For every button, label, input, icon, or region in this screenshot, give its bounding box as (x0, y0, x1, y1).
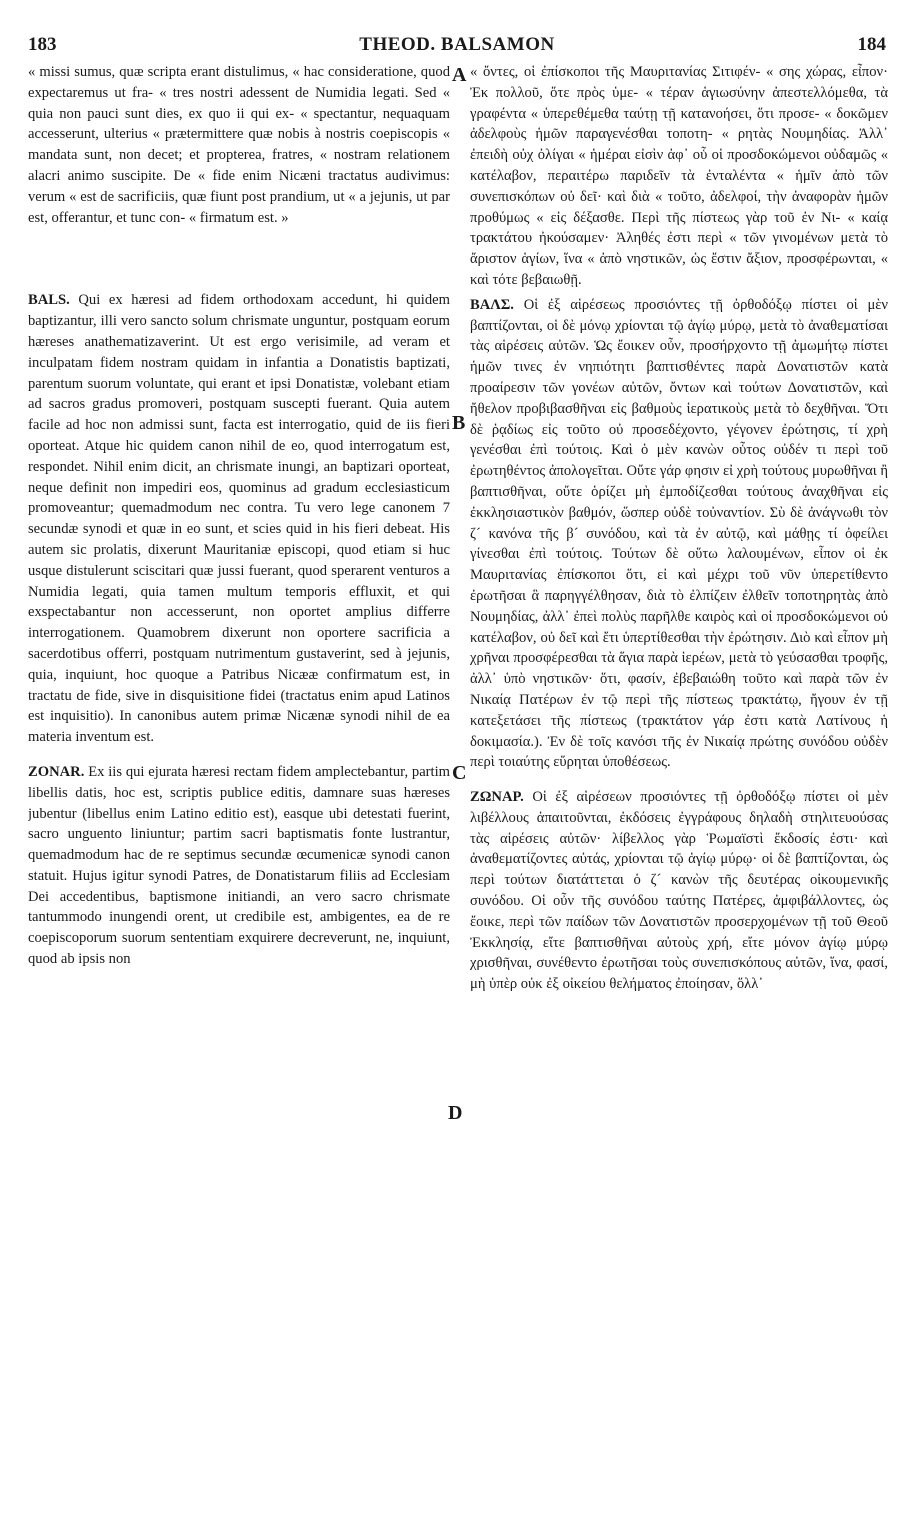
latin-zonar-paragraph (28, 762, 450, 970)
greek-column (470, 62, 888, 995)
greek-zonar-paragraph (470, 787, 888, 995)
margin-letter-a: A (452, 64, 467, 86)
greek-quote: « ὄντες, οἱ ἐπίσκοποι τῆς Μαυριτανίας Σιτιφέν- « σης χώρας, εἶπον· Ἐκ πολλοῦ, ὅτε πρὸς ὑμε- « τέραν ἁγιωσύνην ἀπεστελλόμεθα, τὰ γραφέντα « ὑπερεθέμεθα ταύτῃ τῇ κατανοήσει, ὅτι προσε- « δοκῶμεν ἀδελφοὺς ἡμῶν παραγενέσθαι τοποτη- « ρητὰς Νουμηδίας. Ἀλλ᾽ ἐπειδὴ οὐχ ὀλίγαι « ἡμέραι εἰσὶν ἀφ᾽ οὗ οἱ προσδοκώμενοι οὐδαμῶς « κατέλαβον, περαιτέρω παριδεῖν τὰ ἐνταλέντα « ἡμῖν ἀπὸ τῶν συνεπισκόπων οὐ δεῖ· καὶ διὰ « τοῦτο, ἀδελφοί, τὴν ἀναφορὰν ἡμῶν προθύμως « εἰς δέξασθε. Περὶ τῆς πίστεως γὰρ τοῦ ἐν Νι- « καίᾳ τρακτάτου ἠκούσαμεν· Ἀληθές ἐστι περὶ « τῶν γινομένων μετὰ τὸ ἄριστον ἁγίων, ἵνα « ἀπὸ νηστικῶν, ὡς ἔστιν ἄξιον, προσφέρωνται, « καὶ τότε βεβαιωθῇ. (470, 64, 888, 288)
latin-bals-text: Qui ex hæresi ad fidem orthodoxam accedunt, hi quidem baptizantur, illi vero sancto solum chrismate unguntur, postquam eorum hæreses anathematizaverint. Ut est ergo verisimile, ad veram et inculpatam fidem nostram quidam in infantia a Donatistis baptizati, parentum suorum voluntate, qui erant et ipsi Donatistæ, volebant etiam ad sacros gradus promoveri, postquam suscepti fuerant. Quia autem facile ad hoc non admissi sunt, facta est interrogatio, quid de iis fieri oporteat. Atque hic quidem canon nihil de eo, quod interrogatum est, respondet. Nihil enim dicit, an chrismate inungi, an baptizari oporteat, neque definit non impediri eos, quominus ad gradum ecclesiasticum promoveantur; quemadmodum nec contra. Tu vero lege canonem 7 secundæ synodi et quæ in eo sunt, et scies quid in his fieri debeat. His autem sic prolatis, dixerunt Mauritaniæ episcopi, quod etiam si huc usque distulerunt sciscitari quæ jussi fuerant, quod sperarent venturos a Numidia legati, quia tamen multum temporis effluxit, et qui exspectabantur non accesserunt, non oportet amplius differre interrogationem. Quamobrem dixerunt non oportere sacrificia a sacerdotibus offerri, postquam nutrimentum gustaverint, sed à jejunis, quia, inquiunt, hoc quoque a Patribus Nicææ confirmatum est, in tractatu de fide, sive in disquisitione fidei (tractatus enim apud Latinos est inquisitio). In canonibus autem primæ Nicænæ synodi nihil de ea materia inventum est. (28, 292, 450, 746)
page-number-left: 183 (28, 34, 57, 55)
margin-letter-b: B (452, 412, 466, 434)
latin-bals-label: BALS. (28, 292, 70, 309)
latin-quote: « missi sumus, quæ scripta erant distulimus, « hac consideratione, quod expectaremus ut fra- « tres nostri adessent de Numidia legati. Sed « quia non pauci sunt dies, ex quo ii qui ex- « spectantur, nequaquam accesserunt, ulterius « prætermittere quæ nobis à nostris coepiscopis « mandata sunt, non decet; et propterea, fratres, « nostram relationem alacri animo suscipite. De « fide enim Nicæni tractatus audivimus: verum « est de sacrificiis, quæ fiunt post prandium, ut « a jejunis, ut par est, offerantur, et tunc con- « firmatum est. » (28, 64, 450, 226)
latin-column (28, 62, 450, 970)
latin-bals-paragraph (28, 290, 450, 748)
greek-bals-label: ΒΑΛΣ. (470, 296, 514, 313)
latin-zonar-text: Ex iis qui ejurata hæresi rectam fidem amplectebantur, partim libellis datis, hoc est, scriptis publice editis, damnare suas hæreses jubentur (libellus enim Latino editio est), easque ubi detestati fuerint, sacro unguento liniuntur; partim sacri baptismatis fonte lustrantur, quemadmodum hac de re septimus secundæ œcumenicæ synodi canon statuit. Hujus igitur synodi Patres, de Donatistarum filiis ad Ecclesiam Dei accedentibus, baptismone initiandi, an vero sacro chrismate tantummodo inungendi orent, ut credibile est, ambigentes, ea de re coepiscoporum suorum sententiam exquirere decreverunt, ne, inquiunt, quod ab ipsis non (28, 763, 450, 968)
running-title: THEOD. BALSAMON (359, 34, 555, 55)
margin-letter-c: C (452, 762, 467, 784)
margin-letter-d: D (448, 1102, 463, 1124)
greek-bals-paragraph (470, 295, 888, 773)
greek-zonar-label: ΖΩΝΑΡ. (470, 789, 524, 806)
page-number-right: 184 (857, 34, 886, 55)
page-header (28, 34, 886, 58)
greek-bals-text: Οἱ ἐξ αἱρέσεως προσιόντες τῇ ὀρθοδόξῳ πίστει οἱ μὲν βαπτίζονται, οἱ δὲ μόνῳ χρίονται τῷ ἁγίῳ μύρῳ, μετὰ τὸ ἀναθεματίσαι τὰς αἱρέσεις αὐτῶν. Ὡς ἔοικεν οὖν, προσήρχοντο τῇ ἀμωμήτῳ πίστει ἡμῶν τινες ἐν νηπιότητι βαπτισθέντες παρὰ Δονατιστῶν κατὰ προαίρεσιν τῶν γονέων αὐτῶν, ὄντων καὶ τούτων Δονατιστῶν, καὶ ἤθελον προβιβασθῆναι εἰς βαθμοὺς ἱερατικοὺς μετὰ τὸ δεχθῆναι. Ὅτι δὲ ῥᾳδίως εἰς τοῦτο οὐ προσεδέχοντο, γέγονεν ἐρώτησις, τί χρὴ γενέσθαι ἐπὶ τούτοις. Καὶ ὁ μὲν κανὼν οὗτος οὐδέν τι περὶ τοῦ ἐρωτηθέντος ἀπολογεῖται. Οὔτε γάρ φησιν εἰ χρὴ τούτους μυρωθῆναι ἢ βαπτισθῆναι, οὔτε ὁρίζει μὴ ἐμποδίζεσθαι τούτους ἀναχθῆναι εἰς ἐκκλησιαστικὸν βαθμόν, ὥσπερ οὐδὲ τοὐναντίον. Σὺ δὲ ἀνάγνωθι τὸν ζ´ κανόνα τῆς β´ συνόδου, καὶ τὰ ἐν αὐτῷ, καὶ μάθῃς τί ὀφείλει γίνεσθαι ἐπὶ τούτοις. Τούτων δὲ οὕτω λαλουμένων, εἶπον οἱ ἐκ Μαυριτανίας ἐπίσκοποι ὅτι, εἰ καὶ μέχρι τοῦ νῦν ὑπερετίθεντο ἐρωτῆσαι ἃ παρηγγέλθησαν, διὰ τὸ ἐλπίζειν ἐλθεῖν τοποτηρητὰς ἀπὸ Νουμηδίας, ἀλλ᾽ ἐπεὶ πολὺς παρῆλθε καιρὸς καὶ οἱ προσδοκώμενοι οὐ κατέλαβον, οὐ δεῖ καὶ ἔτι ὑπερτίθεσθαι τὴν ἐρώτησιν. Διὸ καὶ εἶπον μὴ χρῆναι προσφέρεσθαι τὰ ἅγια παρὰ ἱερέων, μετὰ τὸ γεύσασθαι τροφῆς, ἀλλ᾽ ὑπὸ νηστικῶν· ὅτι, φασίν, ἐβεβαιώθη τοῦτο καὶ παρὰ τῶν ἐν Νικαίᾳ Πατέρων ἐν τῷ περὶ τῆς πίστεως τρακτάτῳ, ἤγουν ἐν τῇ κατεξετάσει τῆς πίστεως (τρακτάτον γάρ ἐστι κατὰ Λατίνους ἡ δοκιμασία.). Ἐν δὲ τοῖς κανόσι τῆς ἐν Νικαίᾳ πρώτης συνόδου οὐδὲν περὶ τοιαύτης εὕρηται ὑποθέσεως. (470, 296, 888, 771)
latin-zonar-label: ZONAR. (28, 763, 85, 780)
greek-zonar-text: Οἱ ἐξ αἱρέσεων προσιόντες τῇ ὀρθοδόξῳ πίστει οἱ μὲν λιβέλλους ἀπαιτοῦνται, ἐκδόσεις ἐγγράφους δηλαδὴ στηλιτευούσας τὰς αἱρέσεις αὐτῶν· λίβελλος γὰρ Ῥωμαϊστὶ ἔκδοσίς ἐστι· καὶ ἀναθεματίζοντες αὐτάς, χρίονται τῷ ἁγίῳ μύρῳ· οἱ δὲ βαπτίζονται, ὡς περὶ τούτων διατάττεται ὁ ζ´ κανὼν τῆς δευτέρας οἰκουμενικῆς συνόδου. Οἱ οὖν τῆς συνόδου ταύτης Πατέρες, ἀμφιβάλλοντες, ὡς ἔοικε, περὶ τῶν παίδων τῶν Δονατιστῶν προσερχομένων τῇ τοῦ Θεοῦ Ἐκκλησίᾳ, εἴτε βαπτισθῆναι αὐτοὺς χρή, εἴτε μόνον ἁγίῳ μύρῳ χρισθῆναι, συνέθεντο ἐρωτῆσαι τοὺς συνεπισκόπους αὐτῶν, ἵνα, φασί, μὴ ὑπὲρ οὐκ ἐξ οἰκείου θελήματος ἐποίησαν, ὅλλ᾽ (470, 789, 888, 993)
